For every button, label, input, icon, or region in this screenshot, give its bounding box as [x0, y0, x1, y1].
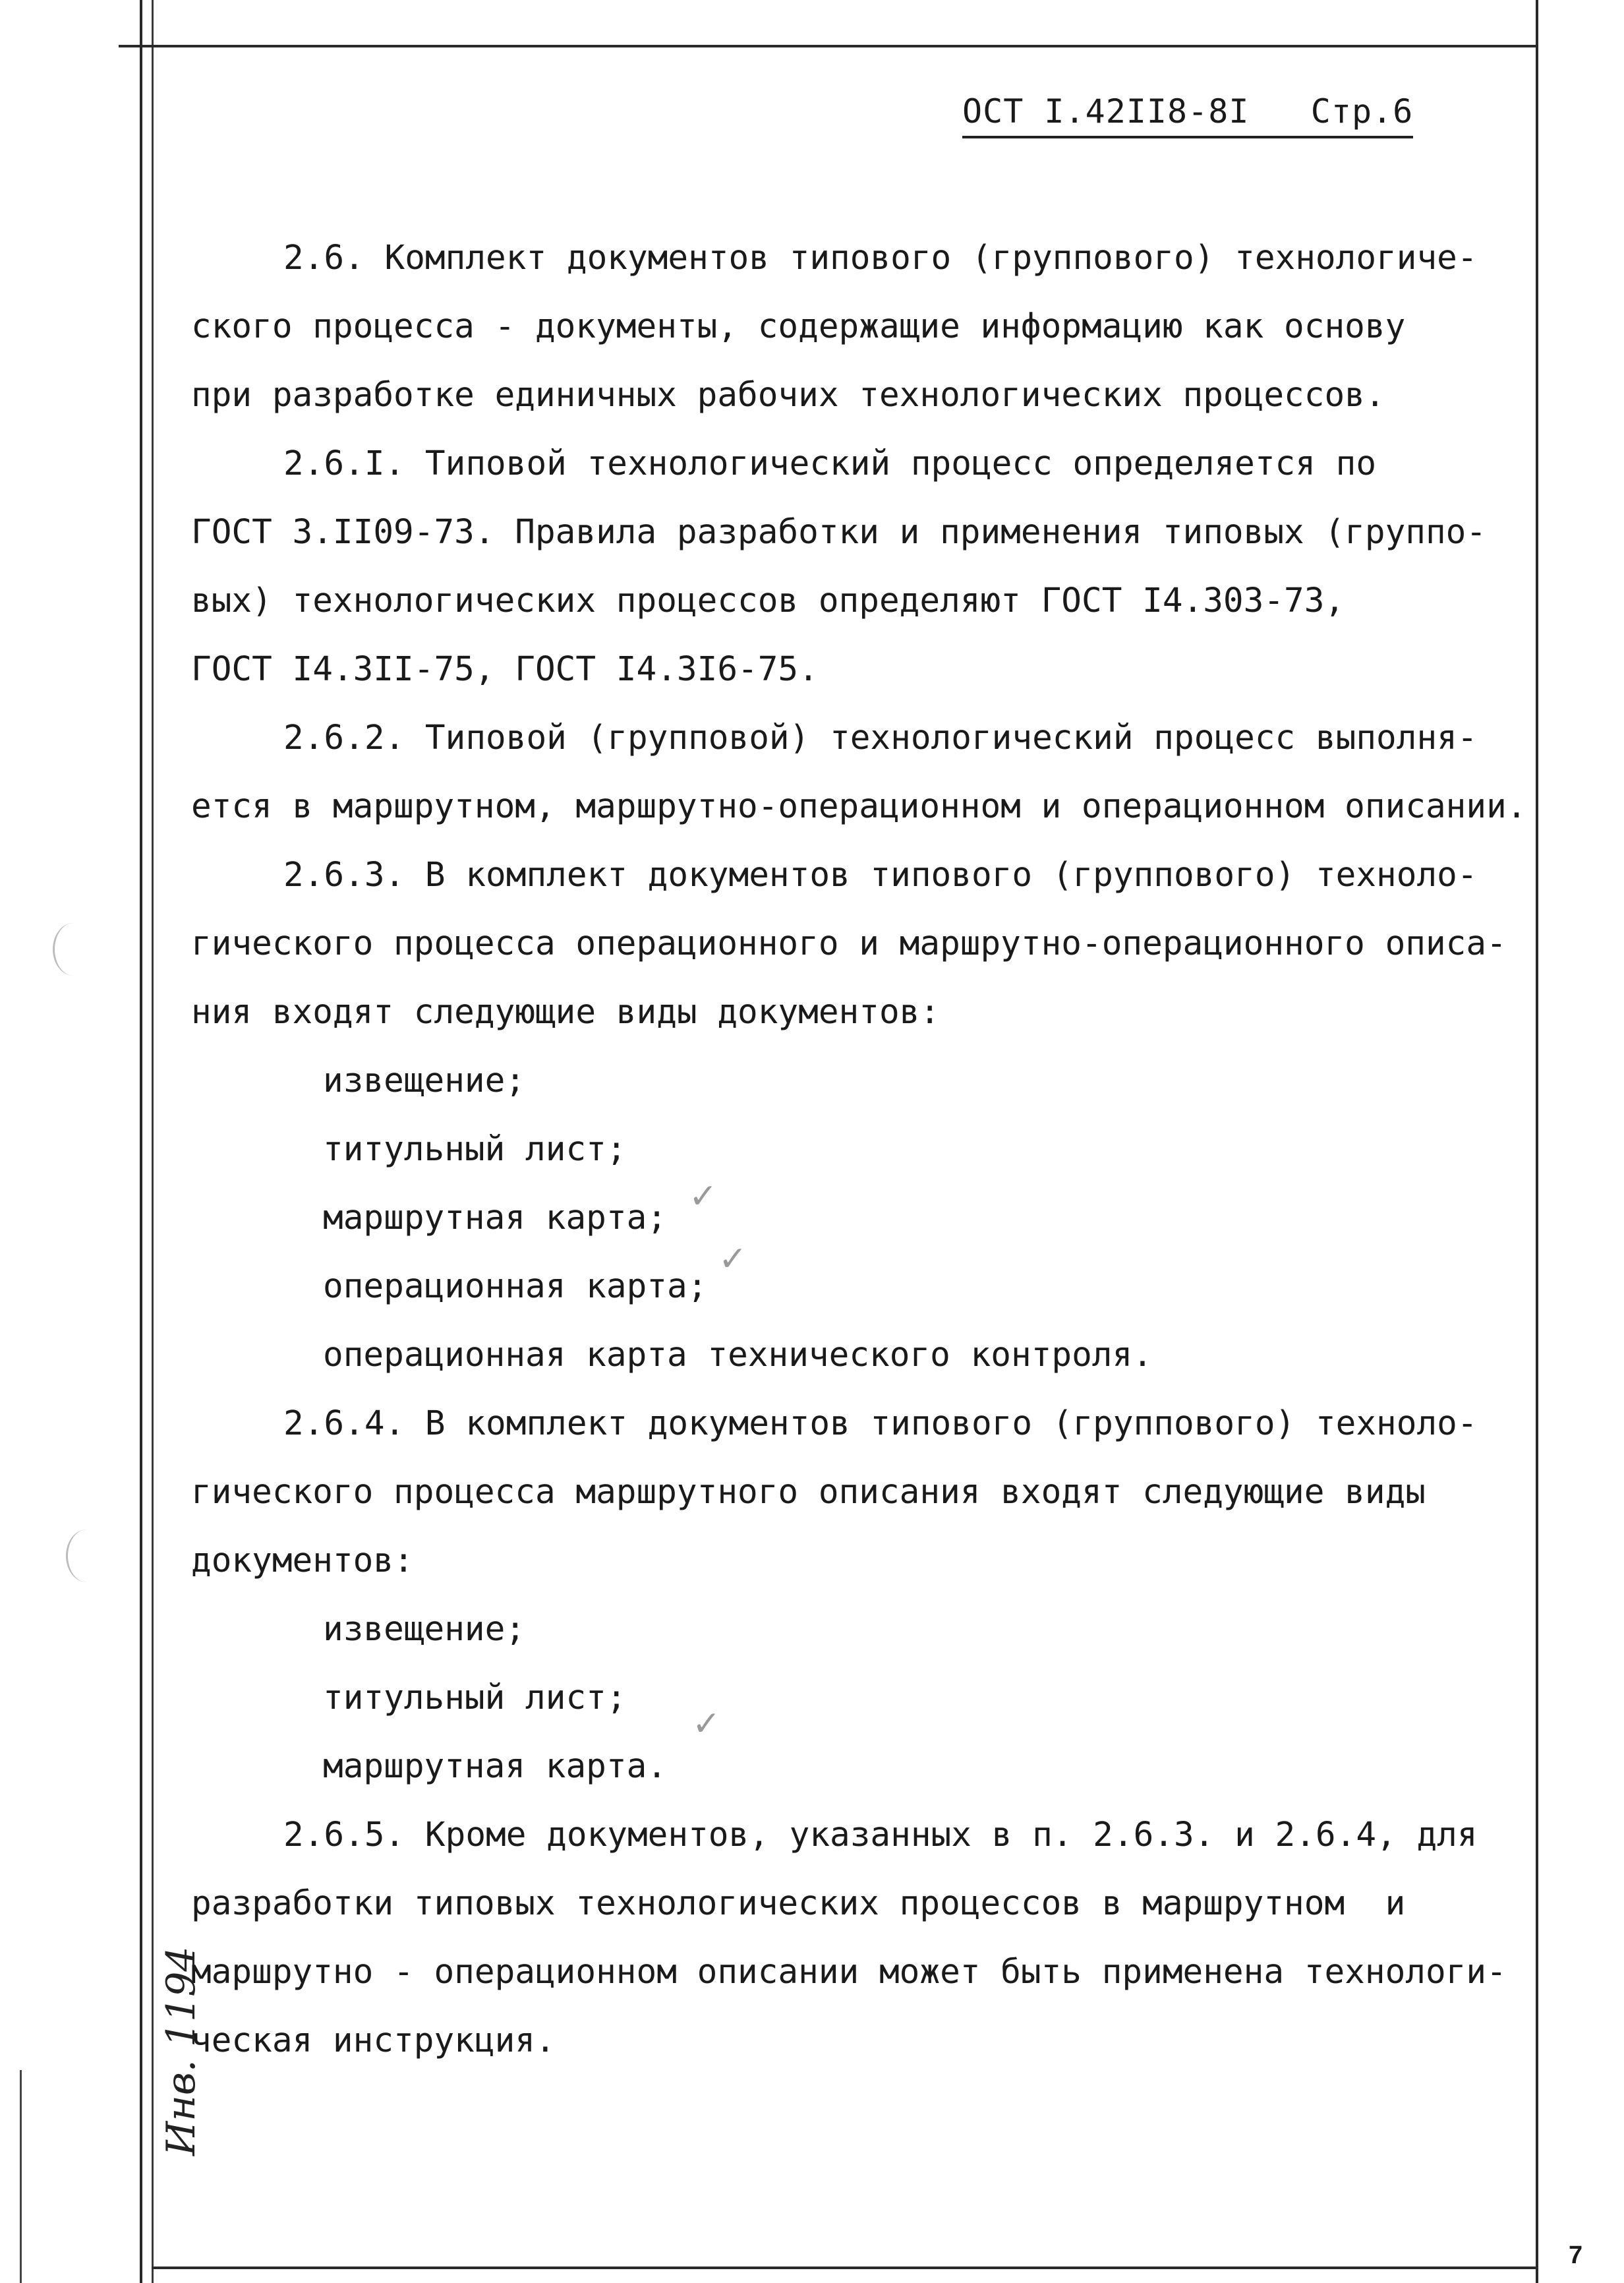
text-line: ния входят следующие виды документов:	[191, 993, 941, 1032]
text-line: 2.6.5. Кроме документов, указанных в п. 2.6.3. и 2.6.4, для	[283, 1816, 1478, 1854]
text-line: ГОСТ I4.3II-75, ГОСТ I4.3I6-75.	[191, 650, 819, 689]
punch-hole-mark	[53, 923, 94, 976]
frame-left-outer	[140, 0, 142, 2283]
text-line: операционная карта технического контроля.	[323, 1336, 1153, 1375]
text-line: вых) технологических процессов определяют ГОСТ I4.303-73,	[191, 581, 1345, 620]
text-line: операционная карта;	[323, 1267, 708, 1306]
text-line: разработки типовых технологических процессов в маршрутном и	[191, 1884, 1406, 1923]
page-number: 7	[1569, 2241, 1583, 2269]
text-line: ется в маршрутном, маршрутно-операционном и операционном описании.	[191, 787, 1527, 826]
punch-hole-mark	[66, 1529, 107, 1582]
text-line: гического процесса маршрутного описания входят следующие виды	[191, 1473, 1426, 1512]
document-body	[191, 224, 1536, 2075]
frame-bottom	[152, 2267, 1536, 2269]
text-line: маршрутно - операционном описании может быть применена технологи-	[191, 1953, 1507, 1992]
text-line: гического процесса операционного и маршрутно-операционного описа-	[191, 924, 1507, 963]
inventory-note: Инв. 1194	[158, 1946, 204, 2156]
text-line: 2.6.3. В комплект документов типового (группового) техноло-	[283, 856, 1478, 895]
text-line: 2.6.4. В комплект документов типового (группового) техноло-	[283, 1404, 1478, 1443]
text-line: ГОСТ 3.II09-73. Правила разработки и применения типовых (группо-	[191, 513, 1487, 552]
text-line: титульный лист;	[323, 1678, 627, 1717]
frame-left-inner	[152, 0, 154, 2283]
text-line: 2.6.I. Типовой технологический процесс определяется по	[283, 444, 1377, 483]
text-line: маршрутная карта;	[323, 1199, 667, 1237]
text-line: при разработке единичных рабочих технологических процессов.	[191, 376, 1385, 415]
text-line: извещение;	[323, 1610, 526, 1649]
margin-rule	[20, 2070, 22, 2283]
text-line: титульный лист;	[323, 1130, 627, 1169]
frame-right	[1536, 0, 1538, 2283]
check-mark-icon: ✓	[692, 1704, 721, 1744]
text-line: ского процесса - документы, содержащие информацию как основу	[191, 307, 1406, 346]
frame-top	[119, 45, 1536, 47]
document-header: ОСТ I.42II8-8I Стр.6	[962, 92, 1413, 138]
text-line: 2.6. Комплект документов типового (группового) технологиче-	[283, 239, 1478, 278]
text-line: извещение;	[323, 1061, 526, 1100]
check-mark-icon: ✓	[718, 1239, 747, 1279]
check-mark-icon: ✓	[689, 1177, 718, 1216]
text-line: ческая инструкция.	[191, 2021, 556, 2060]
text-line: документов:	[191, 1541, 414, 1580]
text-line: маршрутная карта.	[323, 1747, 667, 1786]
text-line: 2.6.2. Типовой (групповой) технологический процесс выполня-	[283, 719, 1478, 757]
